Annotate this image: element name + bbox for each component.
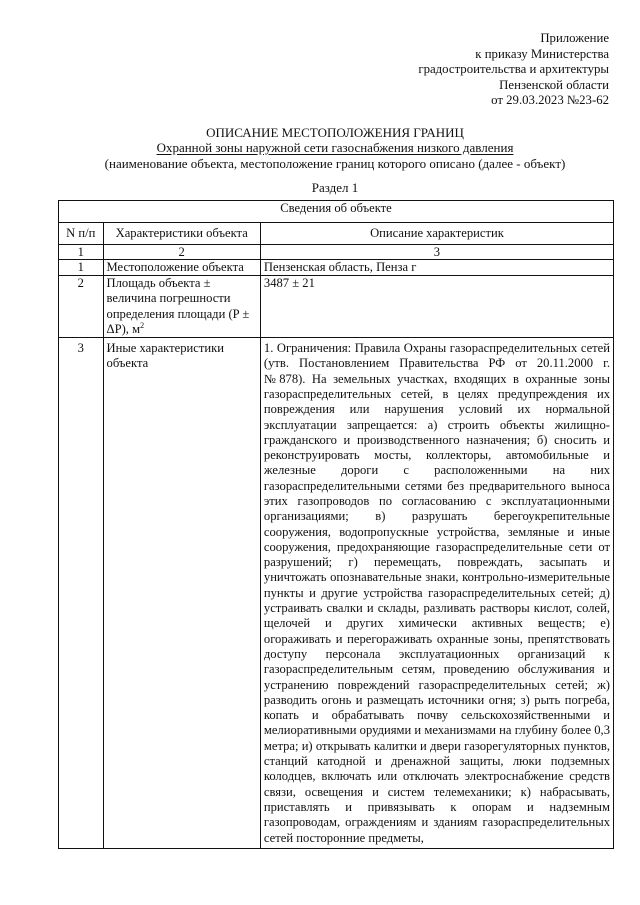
table-caption: Сведения об объекте [59, 201, 614, 223]
object-note: (наименование объекта, местоположение границ которого описано (далее - объект) [104, 156, 566, 171]
table-row [59, 338, 614, 849]
row-characteristic: Местоположение объекта [103, 260, 260, 276]
column-header-num: N п/п [59, 223, 104, 245]
superscript: 2 [140, 320, 145, 330]
object-info-table [58, 200, 614, 849]
column-index: 1 [59, 245, 104, 260]
column-index: 2 [103, 245, 260, 260]
row-description: 1. Ограничения: Правила Охраны газораспределительных сетей (утв. Постановлением Правительства РФ от 20.11.2000 г. №878). На земельных участках, входящих в охранные зоны газораспределительных сетей, в целях предупреждения их повреждения или нарушения условий их нормальной эксплуатации запрещается: а) строить объекты жилищно-гражданского и производственного назначения; б) сносить и реконструировать мосты, коллекторы, автомобильные и железные дороги с расположенными на них газораспределительными сетями без предварительного выноса этих газопроводов по согласованию с эксплуатационными организациями; в) разрушать берегоукрепительные сооружения, водопропускные устройства, земляные и иные сооружения, предохраняющие газораспределительные сети от разрушений; г) перемещать, повреждать, засыпать и уничтожать опознавательные знаки, контрольно-измерительные пункты и другие устройства газораспределительных сетей; д) устраивать свалки и склады, разливать растворы кислот, солей, щелочей и других химически активных веществ; е) огораживать и перегораживать охранные зоны, препятствовать доступу персонала эксплуатационных организаций к газораспределительным сетям, проведению обслуживания и устранению повреждений газораспределительных сетей; ж) разводить огонь и размещать источники огня; з) рыть погреба, копать и обрабатывать почву сельскохозяйственными и мелиоративными орудиями и механизмами на глубину более 0,3 метра; и) открывать калитки и двери газорегуляторных пунктов, станций катодной и дренажной защиты, люки подземных колодцев, включать или отключать электроснабжение средств связи, освещения и систем телемеханики; к) набрасывать, приставлять и привязывать к опорам и надземным газопроводам, ограждениям и зданиям газораспределительных сетей посторонние предметы, [263, 341, 610, 845]
column-header-characteristic: Характеристики объекта [103, 223, 260, 245]
row-characteristic: Иные характеристики объекта [103, 338, 260, 849]
column-index: 3 [260, 245, 613, 260]
table-row [59, 260, 614, 276]
table-header-row [59, 223, 614, 245]
appendix-line: Пензенской области [499, 77, 609, 92]
appendix-line: к приказу Министерства [475, 46, 609, 61]
row-number: 1 [59, 260, 104, 276]
row-description: 3487 ± 21 [260, 276, 613, 338]
appendix-line: Приложение [540, 31, 609, 45]
row-characteristic: Площадь объекта ± величина погрешности определения площади (P ± ΔP), м [106, 276, 250, 336]
section-label: Раздел 1 [311, 180, 359, 195]
appendix-line: от 29.03.2023 №23-62 [491, 93, 609, 108]
row-description: Пензенская область, Пенза г [260, 260, 613, 276]
object-name: Охранной зоны наружной сети газоснабжения низкого давления [156, 140, 514, 155]
row-number: 2 [59, 276, 104, 338]
appendix-line: градостроительства и архитектуры [418, 62, 609, 77]
row-characteristic-cell [103, 276, 260, 338]
table-row [59, 276, 614, 338]
row-description-cell [260, 338, 613, 849]
row-number: 3 [59, 338, 104, 849]
document-title: ОПИСАНИЕ МЕСТОПОЛОЖЕНИЯ ГРАНИЦ [206, 125, 464, 140]
appendix-block [418, 31, 609, 109]
table-index-row [59, 245, 614, 260]
column-header-description: Описание характеристик [260, 223, 613, 245]
